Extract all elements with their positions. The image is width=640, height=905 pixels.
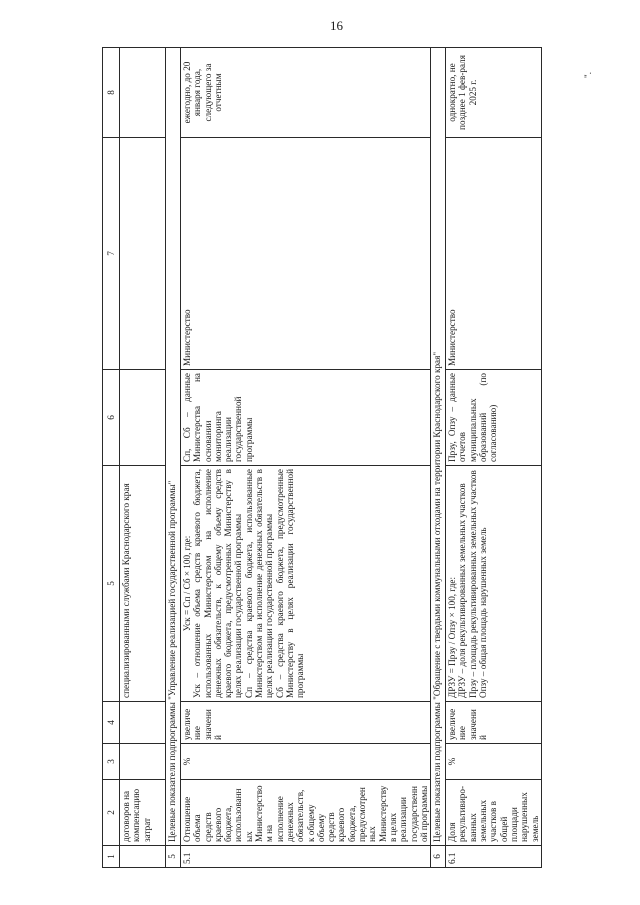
row-6-1-formula-cell <box>446 466 542 702</box>
cell-formula: специализированными службами Краснодарского края <box>120 466 166 702</box>
header-col-4: 4 <box>103 702 120 744</box>
header-col-1: 1 <box>103 846 120 868</box>
table-row-continuation <box>120 48 166 868</box>
section-5-row <box>166 48 181 868</box>
row-5-1-dynamics: увеличение значений <box>181 702 431 744</box>
section-6-row <box>431 48 446 868</box>
row-6-1-formula: ДРЗУ = Прзу / Опзу × 100, где: <box>447 576 458 698</box>
section-6-title: Целевые показатели подпрограммы "Обращение с твердыми коммунальными отходами на территории Краснодарского края" <box>431 48 446 846</box>
section-5-title: Целевые показатели подпрограммы "Управление реализацией государственной программы" <box>166 48 181 846</box>
section-5-number: 5 <box>166 846 181 868</box>
row-5-1-number: 5.1 <box>181 846 431 868</box>
row-6-1-desc-1: ДРЗУ – доля рекультивированных земельных участков <box>457 483 468 698</box>
row-5-1-desc-2: Сп – средства краевого бюджета, использованные Министерством на исполнение денежных обязательств в целях реализации государственной программы <box>243 469 275 698</box>
row-6-1-source: Прзу, Опзу – данные отчетов муниципальных образований (по согласованию) <box>446 370 542 466</box>
row-5-1-unit: % <box>181 744 431 780</box>
row-6-1-desc-2: Прзу – площадь рекультивированных земельных участков <box>467 470 478 698</box>
header-row <box>103 48 120 868</box>
header-col-2: 2 <box>103 780 120 846</box>
cell-name: договоров на компенсацию затрат <box>120 780 166 846</box>
row-6-1-dynamics: увеличение значений <box>446 702 542 744</box>
table-row-6-1 <box>446 48 542 868</box>
header-col-3: 3 <box>103 744 120 780</box>
row-6-1-period: однократно, не позднее 1 фев-раля 2025 г. <box>446 48 542 138</box>
row-5-1-formula-cell <box>181 466 431 702</box>
row-6-1-responsible: Министерство <box>446 138 542 370</box>
row-6-1-desc-3: Опзу – общая площадь нарушенных земель <box>478 527 489 698</box>
row-5-1-responsible: Министерство <box>181 138 431 370</box>
section-6-number: 6 <box>431 846 446 868</box>
header-col-5: 5 <box>103 466 120 702</box>
row-6-1-name: Доля рекультивиро-ванных земельных участков в общей площади нарушенных земель <box>446 780 542 846</box>
indicators-table <box>102 47 542 868</box>
row-6-1-number: 6.1 <box>446 846 542 868</box>
row-6-1-unit: % <box>446 744 542 780</box>
row-5-1-name: Отношение объема средств краевого бюджета, использованных Министерством на исполнение денежных обязательств, к общему объему средств краевого бюджета, предусмотренных Министерству в целях реализации государственной программы <box>181 780 431 846</box>
header-col-7: 7 <box>103 138 120 370</box>
header-col-6: 6 <box>103 370 120 466</box>
row-5-1-period: ежегодно, до 20 января года, следующего за отчетным <box>181 48 431 138</box>
indicators-table-rotated <box>102 48 540 868</box>
row-5-1-source: Сп, Сб – данные Министерства на основании мониторинга реализации государственной программы <box>181 370 431 466</box>
table-row-5-1 <box>181 48 431 868</box>
row-5-1-formula: Уск = Сп / Сб × 100, где: <box>182 535 192 632</box>
row-5-1-desc-3: Сб – средства краевого бюджета, предусмотренные Министерству в целях реализации государственной программы <box>274 469 306 698</box>
page-number: 16 <box>330 18 343 33</box>
closing-quote-mark: ". <box>582 72 593 78</box>
header-col-8: 8 <box>103 48 120 138</box>
row-5-1-desc-1: Уск – отношение объема средств краевого бюджета, использованных Министерством на исполнение денежных обязательств, к общему объему средств краевого бюджета, предусмотренных Министерству в целях реализации государственной программы <box>192 469 244 698</box>
